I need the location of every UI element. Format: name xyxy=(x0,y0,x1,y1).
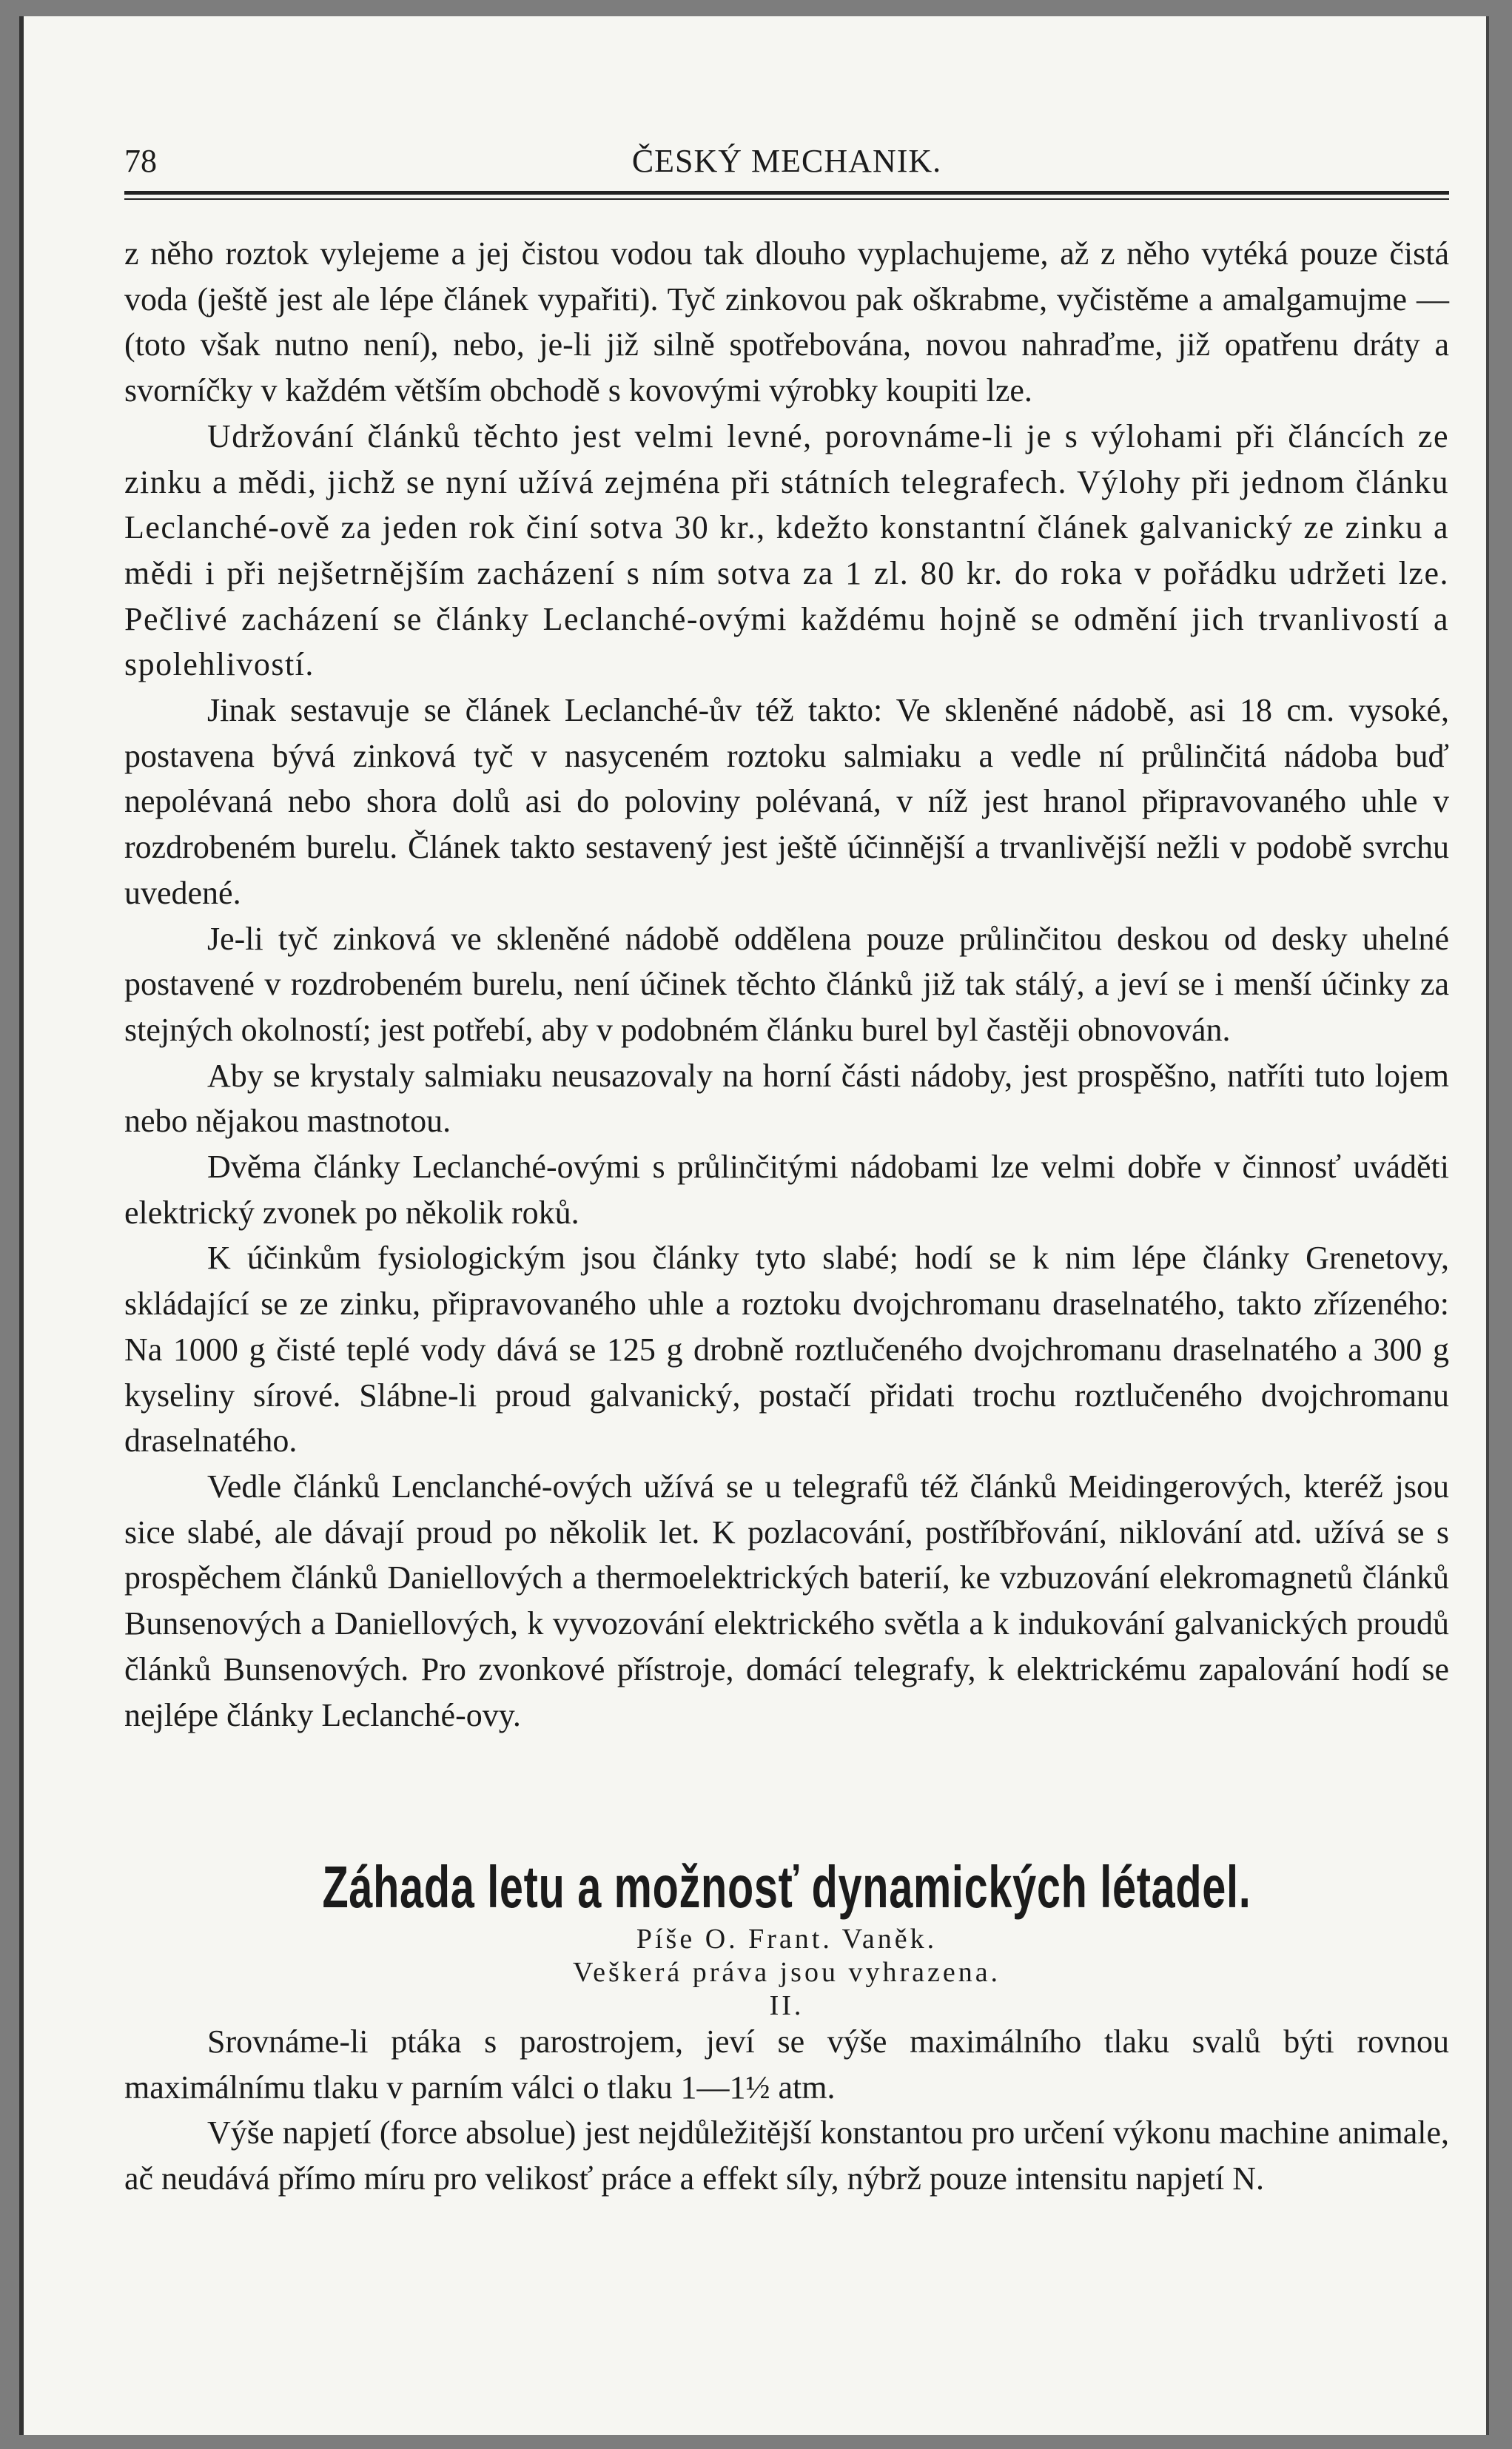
paragraph: Jinak sestavuje se článek Leclanché-ův též takto: Ve skleněné nádobě, asi 18 cm. vysoké, postavena bývá zinková tyč v nasyceném roztoku salmiaku a vedle ní průlinčitá nádoba buď nepolévaná nebo shora dolů asi do poloviny polévaná, v níž jest hranol připravovaného uhle v rozdrobeném burelu. Článek takto sestavený jest ještě účinnější a trvanlivější nežli v podobě svrchu uvedené. xyxy=(124,692,1449,911)
body-text xyxy=(124,231,1449,1738)
paragraph: Výše napjetí (force absolue) jest nejdůležitější konstantou pro určení výkonu machine animale, ač neudává přímo míru pro velikosť práce a effekt síly, nýbrž pouze intensitu napjetí N. xyxy=(124,2114,1449,2197)
article-section: II. xyxy=(769,1990,804,2021)
article-body xyxy=(124,2019,1449,2202)
paragraph: K účinkům fysiologickým jsou články tyto slabé; hodí se k nim lépe články Grenetovy, skládající se ze zinku, připravovaného uhle a roztoku dvojchromanu draselnatého, takto zřízeného: Na 1000 g čisté teplé vody dává se 125 g drobně roztlučeného dvojchromanu draselnatého a 300 g kyseliny sírové. Slábne-li proud galvanický, postačí přidati trochu roztlučeného dvojchromanu draselnatého. xyxy=(124,1240,1449,1459)
article-byline: Píše O. Frant. Vaněk. xyxy=(636,1924,938,1955)
paragraph: z něho roztok vylejeme a jej čistou vodou tak dlouho vyplachujeme, až z něho vytéká pouze čistá voda (ještě jest ale lépe článek vypařiti). Tyč zinkovou pak oškrabme, vyčistěme a amalgamujme — (toto však nutno není), nebo, je-li již silně spotřebována, novou nahraďme, již opatřenu dráty a svorníčky v každém větším obchodě s kovovými výrobky koupiti lze. xyxy=(124,235,1449,409)
page-number: 78 xyxy=(124,143,157,179)
paragraph: Vedle článků Lenclanché-ových užívá se u telegrafů též článků Meidingerových, kteréž jsou sice slabé, ale dávají proud po několik let. K pozlacování, postříbřování, niklování atd. užívá se s prospěchem článků Daniellových a thermoelektrických baterií, ke vzbuzování elekromagnetů článků Bunsenových a Daniellových, k vyvozování elektrického světla a k indukování galvanických proudů článků Bunsenových. Pro zvonkové přístroje, domácí telegrafy, k elektrickému zapalování hodí se nejlépe články Leclanché-ovy. xyxy=(124,1468,1449,1733)
paragraph: Srovnáme-li ptáka s parostrojem, jeví se výše maximálního tlaku svalů býti rovnou maximálnímu tlaku v parním válci o tlaku 1—1½ atm. xyxy=(124,2023,1449,2106)
page-header xyxy=(124,142,1449,189)
article-title: Záhada letu a možnosť dynamických létadel. xyxy=(322,1854,1251,1920)
paragraph: Je-li tyč zinková ve skleněné nádobě oddělena pouze průlinčitou deskou od desky uhelné postavené v rozdrobeném burelu, není účinek těchto článků již tak stálý, a jeví se i menší účinky za stejných okolností; jest potřebí, aby v podobném článku burel byl častěji obnovován. xyxy=(124,920,1449,1048)
header-rule-thick xyxy=(124,191,1449,195)
paragraph: Dvěma články Leclanché-ovými s průlinčitými nádobami lze velmi dobře v činnosť uváděti elektrický zvonek po několik roků. xyxy=(124,1149,1449,1231)
paragraph: Aby se krystaly salmiaku neusazovaly na horní části nádoby, jest prospěšno, natříti tuto lojem nebo nějakou mastnotou. xyxy=(124,1057,1449,1140)
article-heading xyxy=(124,1852,1449,2023)
paragraph: Udržování článků těchto jest velmi levné, porovnáme-li je s výlohami při článcích ze zinku a mědi, jichž se nyní užívá zejména při státních telegrafech. Výlohy při jednom článku Leclanché-ově za jeden rok činí sotva 30 kr., kdežto konstantní článek galvanický ze zinku a mědi i při nejšetrnějším zacházení s ním sotva za 1 zl. 80 kr. do roka v pořádku udržeti lze. Pečlivé zacházení se články Leclanché-ovými každému hojně se odmění jich trvanlivostí a spolehlivostí. xyxy=(124,417,1449,683)
header-rule-thin xyxy=(124,198,1449,200)
running-title: ČESKÝ MECHANIK. xyxy=(631,143,942,179)
article-rights: Veškerá práva jsou vyhrazena. xyxy=(572,1957,1001,1988)
